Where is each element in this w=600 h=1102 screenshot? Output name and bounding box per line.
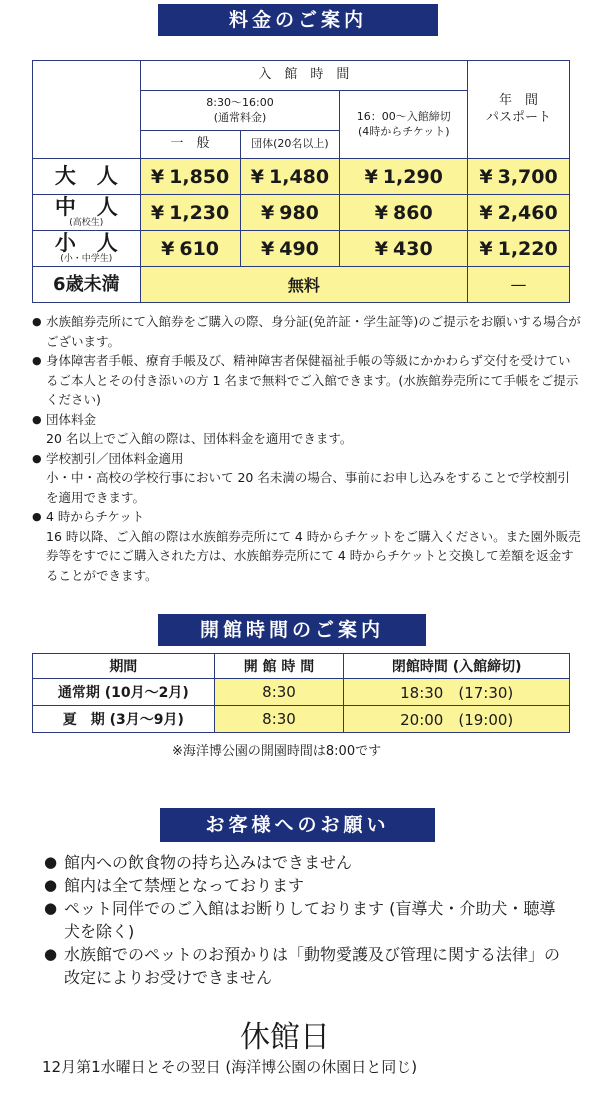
closed-days-text: 12月第1水曜日とその翌日 (海洋博公園の休園日と同じ) <box>42 1058 418 1076</box>
open-header: 開 館 時 間 <box>214 654 344 679</box>
fee-table-corner <box>33 61 141 159</box>
fee-section-title: 料金のご案内 <box>158 4 438 36</box>
period-cell: 通常期 (10月〜2月) <box>33 679 215 706</box>
regular-hours-header: 8:30〜16:00 (通常料金) <box>140 91 340 131</box>
note-group-desc: 20 名以上でご入館の際は、団体料金を適用できます。 <box>46 431 353 446</box>
note-group-title: ● 団体料金 <box>32 410 582 430</box>
annual-pass-header: 年 間 パスポート <box>468 61 570 159</box>
request-item: ● 館内は全て禁煙となっております <box>44 874 564 897</box>
request-item: ● 館内への飲食物の持ち込みはできません <box>44 851 564 874</box>
general-header: 一 般 <box>140 131 240 159</box>
period-cell: 夏 期 (3月〜9月) <box>33 706 215 733</box>
note-disability: ● 身体障害者手帳、療育手帳及び、精神障害者保健福祉手帳の等級にかかわらず交付を受けているご本人とその付き添いの方 1 名まで無料でご入館できます。(水族館券売所にて手帳をご提示ください) <box>32 351 582 410</box>
row-label-adult: 大 人 <box>33 159 141 195</box>
admission-time-header: 入 館 時 間 <box>140 61 467 91</box>
note-after4-desc: 16 時以降、ご入館の際は水族館券売所にて 4 時からチケットをご購入ください。また園外販売券等をすでにご購入された方は、水族館券売所にて 4 時からチケットと交換して差額を返金することができます。 <box>46 528 581 583</box>
group-header: 団体(20名以上) <box>240 131 340 159</box>
price-cell: ¥ 3,700 <box>468 159 570 195</box>
hours-row-summer <box>33 706 570 733</box>
note-after4-title: ● 4 時からチケット <box>32 507 582 527</box>
price-cell: ¥ 430 <box>340 231 468 267</box>
note-id: ● 水族館券売所にて入館券をご購入の際、身分証(免許証・学生証等)のご提示をお願いする場合がございます。 <box>32 312 582 351</box>
request-item: ● 水族館でのペットのお預かりは「動物愛護及び管理に関する法律」の改定によりお受けできません <box>44 943 564 989</box>
hours-table <box>32 653 570 733</box>
free-cell: 無料 <box>140 267 467 303</box>
row-label-under6: 6歳未満 <box>33 267 141 303</box>
price-cell: ¥ 1,220 <box>468 231 570 267</box>
note-school-title: ● 学校割引／団体料金適用 <box>32 449 582 469</box>
price-cell: ¥ 860 <box>340 195 468 231</box>
fee-table <box>32 60 570 303</box>
price-cell: ¥ 1,230 <box>140 195 240 231</box>
request-list <box>44 851 564 989</box>
fee-row-middle <box>33 195 570 231</box>
row-label-child: 小 人 (小・中学生) <box>33 231 141 267</box>
price-cell: ¥ 1,290 <box>340 159 468 195</box>
price-cell: ¥ 490 <box>240 231 340 267</box>
fee-row-adult <box>33 159 570 195</box>
price-cell: ¥ 980 <box>240 195 340 231</box>
after-4-header: 16：00〜入館締切 (4時からチケット) <box>340 91 468 159</box>
request-section-title: お客様へのお願い <box>160 808 435 842</box>
close-cell: 18:30 (17:30) <box>344 679 570 706</box>
fee-row-child <box>33 231 570 267</box>
closed-days-title: 休館日 <box>240 1020 330 1055</box>
fee-notes <box>32 312 582 585</box>
close-header: 閉館時間 (入館締切) <box>344 654 570 679</box>
price-cell: ¥ 1,850 <box>140 159 240 195</box>
fee-row-under6 <box>33 267 570 303</box>
request-item: ● ペット同伴でのご入館はお断りしております (盲導犬・介助犬・聴導犬を除く) <box>44 897 564 943</box>
price-cell: ¥ 1,480 <box>240 159 340 195</box>
close-cell: 20:00 (19:00) <box>344 706 570 733</box>
hours-section-title: 開館時間のご案内 <box>158 614 426 646</box>
annual-na-cell: — <box>468 267 570 303</box>
hours-row-regular <box>33 679 570 706</box>
period-header: 期間 <box>33 654 215 679</box>
price-cell: ¥ 2,460 <box>468 195 570 231</box>
row-label-middle: 中 人 (高校生) <box>33 195 141 231</box>
park-hours-note: ※海洋博公園の開園時間は8:00です <box>172 744 382 759</box>
price-cell: ¥ 610 <box>140 231 240 267</box>
open-cell: 8:30 <box>214 679 344 706</box>
note-school-desc: 小・中・高校の学校行事において 20 名未満の場合、事前にお申し込みをすることで学校割引を適用できます。 <box>46 470 570 505</box>
open-cell: 8:30 <box>214 706 344 733</box>
